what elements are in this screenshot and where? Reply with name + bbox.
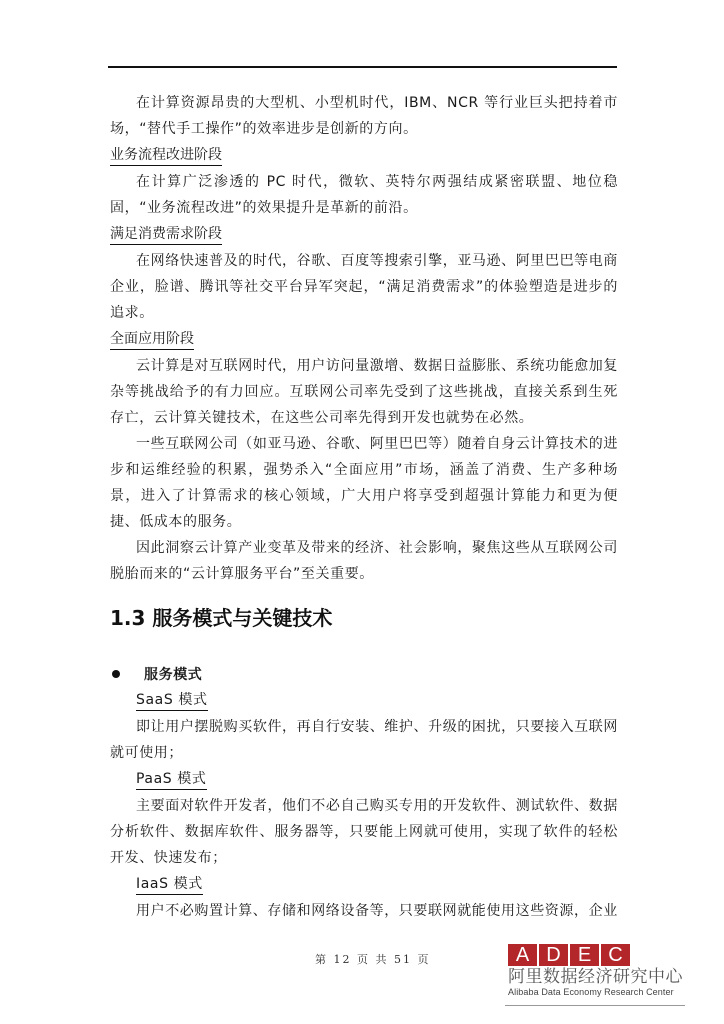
page-number: 第 12 页 共 51 页 — [315, 953, 431, 966]
mode-description-saas: 即让用户摆脱购买软件，再自行安装、维护、升级的困扰，只要接入互联网就可使用； — [110, 719, 618, 761]
logo-underline — [505, 1005, 685, 1006]
subheading-business-process: 业务流程改进阶段 — [110, 142, 222, 166]
paragraph: 一些互联网公司（如亚马逊、谷歌、阿里巴巴等）随着自身云计算技术的进步和运维经验的积累，强势杀入“全面应用”市场，涵盖了消费、生产多种场景，进入了计算需求的核心领域，广大用户将享受到超强计算能力和更为便捷、低成本的服务。 — [110, 436, 618, 530]
paragraph: 在网络快速普及的时代，谷歌、百度等搜索引擎，亚马逊、阿里巴巴等电商企业，脸谱、腾讯等社交平台异军突起，“满足消费需求”的体验塑造是进步的追求。 — [110, 253, 618, 321]
mode-description-paas: 主要面对软件开发者，他们不必自己购买专用的开发软件、测试软件、数据分析软件、数据库软件、服务器等，只要能上网就可使用，实现了软件的轻松开发、快速发布； — [110, 798, 618, 866]
mode-description-iaas: 用户不必购置计算、存储和网络设备等，只要联网就能使用这些资源，企业 — [136, 903, 618, 919]
logo-letter: E — [570, 944, 599, 966]
adec-logo — [508, 944, 688, 998]
subheading-full-application: 全面应用阶段 — [110, 326, 194, 350]
paragraph: 因此洞察云计算产业变革及带来的经济、社会影响，聚焦这些从互联网公司脱胎而来的“云计算服务平台”至关重要。 — [110, 540, 618, 582]
logo-letter: D — [539, 944, 568, 966]
mode-title-paas: PaaS 模式 — [136, 766, 207, 790]
subheading-consumer-demand: 满足消费需求阶段 — [110, 221, 222, 245]
body-content — [110, 90, 618, 587]
mode-title-iaas: IaaS 模式 — [136, 871, 203, 895]
section-heading: 1.3 服务模式与关键技术 — [110, 606, 333, 630]
logo-letter-boxes — [508, 944, 688, 966]
logo-name-chinese: 阿里数据经济研究中心 — [508, 967, 683, 987]
bullet-label: 服务模式 — [144, 667, 203, 683]
bullet-item — [110, 661, 618, 687]
paragraph: 在计算资源昂贵的大型机、小型机时代，IBM、NCR 等行业巨头把持着市场，“替代手工操作”的效率进步是创新的方向。 — [110, 95, 618, 137]
logo-name-english: Alibaba Data Economy Research Center — [508, 987, 674, 997]
bullet-icon — [112, 670, 120, 678]
logo-letter: A — [508, 944, 537, 966]
paragraph: 在计算广泛渗透的 PC 时代，微软、英特尔两强结成紧密联盟、地位稳固，“业务流程改进”的效果提升是革新的前沿。 — [110, 174, 618, 216]
logo-letter: C — [601, 944, 630, 966]
paragraph: 云计算是对互联网时代，用户访问量激增、数据日益膨胀、系统功能愈加复杂等挑战给予的有力回应。互联网公司率先受到了这些挑战，直接关系到生死存亡，云计算关键技术，在这些公司率先得到开发也就势在必然。 — [110, 358, 618, 426]
service-mode-list — [110, 661, 618, 924]
mode-title-saas: SaaS 模式 — [136, 687, 208, 711]
header-rule — [108, 66, 617, 68]
